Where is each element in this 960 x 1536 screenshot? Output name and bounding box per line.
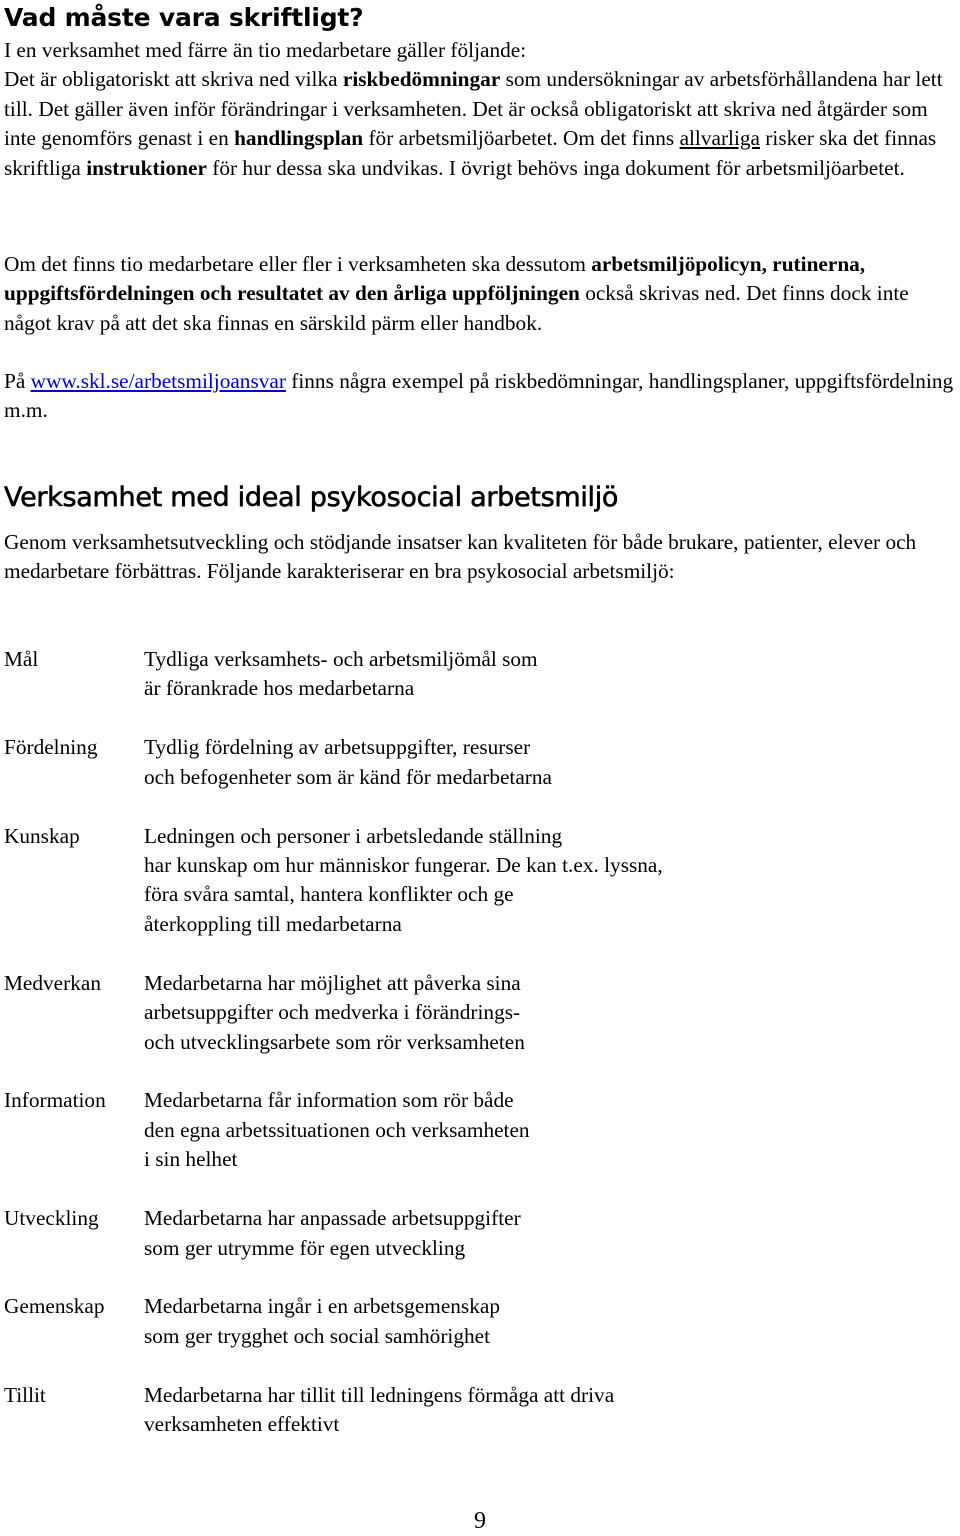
factor-description bbox=[144, 822, 844, 940]
bold-term: riskbedömningar bbox=[342, 67, 501, 92]
page-heading: Vad måste vara skriftligt? bbox=[4, 3, 364, 32]
factor-description-line: som ger trygghet och social samhörighet bbox=[144, 1323, 490, 1348]
paragraph-text: Om det finns tio medarbetare eller fler i verksamheten ska dessutom bbox=[4, 252, 592, 276]
underlined-term: allvarliga bbox=[679, 126, 760, 151]
factor-description bbox=[144, 969, 844, 1057]
factor-description-line: Medarbetarna ingår i en arbetsgemenskap bbox=[144, 1294, 500, 1319]
paragraph-written-requirements bbox=[4, 36, 960, 183]
paragraph-intro: Genom verksamhetsutveckling och stödjande insatser kan kvaliteten för både brukare, patienter, elever och medarbetare förbättras. Följande karakteriserar en bra psykosocial arbetsmiljö: bbox=[4, 530, 917, 584]
factor-term: Kunskap bbox=[4, 823, 80, 848]
factor-description-line: föra svåra samtal, hantera konflikter och ge bbox=[144, 882, 514, 907]
factor-description bbox=[144, 1204, 844, 1263]
factor-description-line: som ger utrymme för egen utveckling bbox=[144, 1235, 466, 1260]
factor-description bbox=[144, 733, 844, 792]
factor-description-line: Ledningen och personer i arbetsledande ställning bbox=[144, 823, 563, 848]
factor-description-line: Medarbetarna har anpassade arbetsuppgifter bbox=[144, 1206, 521, 1231]
skl-link[interactable]: www.skl.se/arbetsmiljoansvar bbox=[30, 369, 286, 393]
page-number: 9 bbox=[474, 1508, 486, 1534]
factor-description-line: Medarbetarna har möjlighet att påverka sina bbox=[144, 970, 521, 995]
factor-term: Tillit bbox=[4, 1382, 46, 1407]
factor-description-line: den egna arbetssituationen och verksamheten bbox=[144, 1117, 530, 1142]
factor-description-line: Medarbetarna får information som rör både bbox=[144, 1088, 514, 1113]
factor-term: Utveckling bbox=[4, 1206, 99, 1231]
factor-description bbox=[144, 1292, 844, 1351]
paragraph-text: finns några exempel på riskbedömningar, handlingsplaner, uppgiftsfördelning m.m. bbox=[4, 369, 954, 423]
factor-description-line: i sin helhet bbox=[144, 1147, 238, 1172]
factor-description bbox=[144, 1381, 844, 1440]
factor-description-line: har kunskap om hur människor fungerar. De kan t.ex. lyssna, bbox=[144, 853, 663, 877]
factor-description-line: Medarbetarna har tillit till ledningens förmåga att driva bbox=[144, 1382, 615, 1407]
paragraph-ten-employees bbox=[4, 250, 960, 338]
factor-description-line: återkoppling till medarbetarna bbox=[144, 911, 402, 936]
factor-description-line: är förankrade hos medarbetarna bbox=[144, 676, 415, 701]
section-heading: Verksamhet med ideal psykosocial arbetsmiljö bbox=[4, 482, 619, 513]
factor-description-line: och utvecklingsarbete som rör verksamheten bbox=[144, 1029, 525, 1054]
paragraph-text: risker ska det finnas skriftliga bbox=[4, 126, 937, 180]
factor-description-line: verksamheten effektivt bbox=[144, 1412, 340, 1437]
bold-term: instruktioner bbox=[86, 155, 207, 180]
factor-description-line: arbetsuppgifter och medverka i förändrings- bbox=[144, 1000, 521, 1025]
paragraph-text: som undersökningar av arbetsförhållandena har lett till. Det gäller även inför förändringar i verksamheten. Det är också obligatoriskt att skriva ned åtgärder som inte genomförs genast i en bbox=[4, 67, 943, 151]
factor-term: Gemenskap bbox=[4, 1294, 105, 1319]
bold-term: arbetsmiljöpolicyn, rutinerna, uppgiftsfördelningen och resultatet av den årliga uppföljningen bbox=[4, 252, 866, 306]
bold-term: handlingsplan bbox=[234, 126, 364, 151]
factor-description bbox=[144, 645, 844, 704]
factor-term: Information bbox=[4, 1088, 106, 1113]
paragraph-text: för arbetsmiljöarbetet. Om det finns bbox=[363, 126, 680, 151]
factor-term: Medverkan bbox=[4, 970, 101, 995]
paragraph-text: I en verksamhet med färre än tio medarbetare gäller följande: bbox=[4, 38, 527, 62]
paragraph-text: Det är obligatoriskt att skriva ned vilka bbox=[4, 67, 343, 92]
paragraph-text: också skrivas ned. Det finns dock inte något krav på att det ska finnas en särskild pärm eller handbok. bbox=[4, 281, 909, 335]
paragraph-text: På bbox=[4, 369, 31, 393]
paragraph-text: för hur dessa ska undvikas. I övrigt behövs inga dokument för arbetsmiljöarbetet. bbox=[206, 155, 905, 180]
factor-description-line: Tydliga verksamhets- och arbetsmiljömål som bbox=[144, 647, 538, 671]
paragraph-examples-link bbox=[4, 367, 960, 426]
factor-description-line: Tydlig fördelning av arbetsuppgifter, resurser bbox=[144, 735, 531, 760]
factor-description bbox=[144, 1086, 844, 1174]
factor-description-line: och befogenheter som är känd för medarbetarna bbox=[144, 764, 552, 789]
factor-term: Fördelning bbox=[4, 735, 98, 760]
factor-term: Mål bbox=[4, 647, 39, 671]
